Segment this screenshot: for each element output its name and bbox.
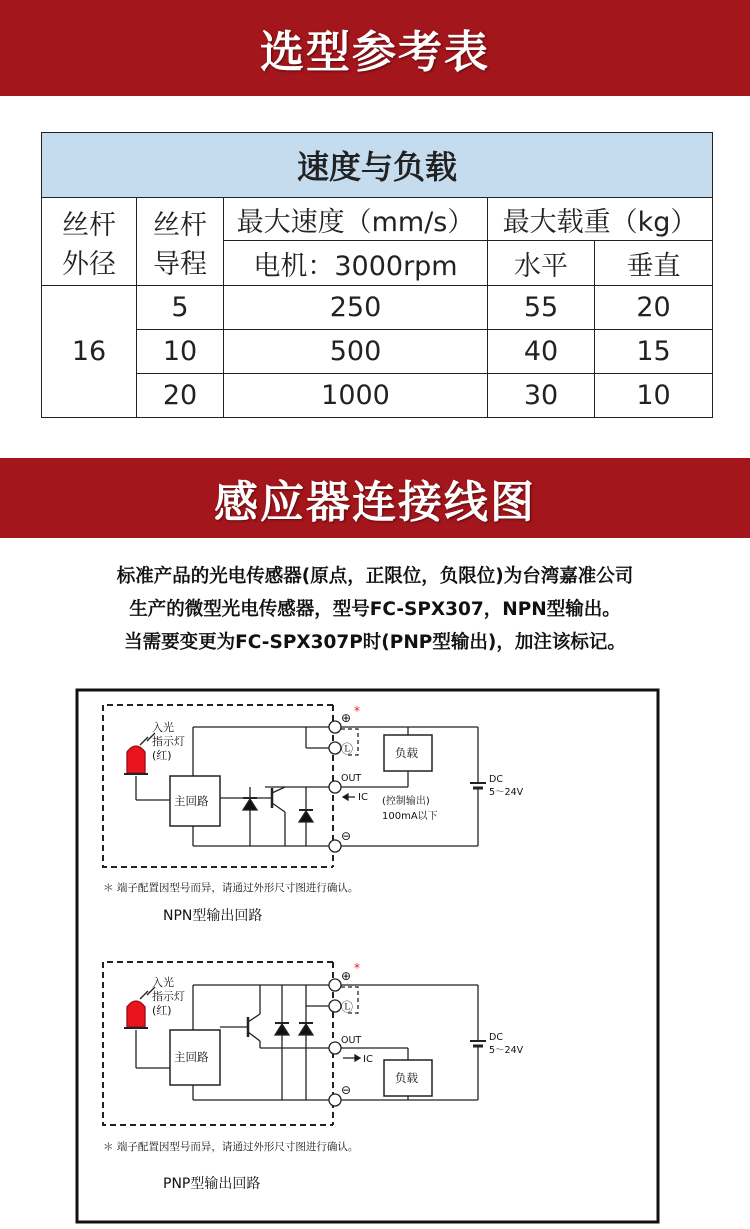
cell-vertical: 10: [595, 374, 713, 418]
npn-voltage-label: 5～24V: [489, 787, 524, 798]
pnp-light-ray: [140, 991, 148, 999]
pnp-plus-label: ⊕: [341, 969, 352, 983]
npn-ic-arrow-head: [343, 794, 348, 800]
npn-light-label: 入光: [152, 721, 174, 734]
pnp-terminal-plus: [329, 979, 341, 991]
pnp-terminal-minus: [329, 1094, 341, 1106]
cell-vertical: 15: [595, 330, 713, 374]
pnp-labels: [103, 961, 524, 1192]
cell-lead: 10: [137, 330, 224, 374]
npn-current-label: 100mA以下: [382, 811, 438, 822]
pnp-terminal-out: [329, 1042, 341, 1054]
header-horizontal: 水平: [488, 241, 595, 286]
pnp-ic-arrow-head: [355, 1055, 360, 1061]
npn-l-label: Ⓛ: [341, 742, 354, 756]
pnp-load-label: 负载: [395, 1071, 418, 1085]
header-screw-lead-line1: 丝杆: [153, 209, 207, 241]
selection-title: 选型参考表: [260, 27, 490, 78]
npn-plus-label: ⊕: [341, 711, 352, 725]
cell-lead: 20: [137, 374, 224, 418]
pnp-dc-label: DC: [489, 1032, 503, 1043]
pnp-light-label: 指示灯: [152, 990, 185, 1003]
pnp-terminal-l: [329, 1000, 341, 1012]
note-line: 当需要变更为FC-SPX307P时(PNP型输出)，加注该标记。: [124, 632, 626, 653]
cell-horizontal: 30: [488, 374, 595, 418]
npn-zener-icon: [243, 799, 257, 810]
pnp-collector: [248, 1032, 260, 1041]
cell-speed: 500: [224, 330, 488, 374]
npn-light-label: 指示灯: [152, 735, 185, 748]
npn-light-ray: [140, 737, 148, 745]
npn-terminal-plus: [329, 721, 341, 733]
npn-footnote: ＊ 端子配置因型号而异，请通过外形尺寸图进行确认。: [103, 882, 359, 894]
npn-lamp-icon: [127, 746, 145, 773]
header-motor: 电机：3000rpm: [224, 241, 488, 286]
pnp-ic-label: IC: [363, 1054, 373, 1065]
pnp-out-label: OUT: [341, 1035, 362, 1046]
npn-star: *: [354, 704, 360, 718]
pnp-zener-icon: [299, 1024, 313, 1035]
pnp-lamp-icon: [127, 1001, 145, 1027]
npn-zener-icon: [299, 811, 313, 822]
table-caption: 速度与负载: [42, 133, 713, 198]
npn-main-circuit-label: 主回路: [174, 794, 209, 808]
pnp-footnote: ＊ 端子配置因型号而异，请通过外形尺寸图进行确认。: [103, 1141, 359, 1153]
header-screw-lead-line2: 导程: [153, 248, 207, 280]
header-max-load: 最大载重（kg）: [488, 198, 713, 241]
pnp-minus-label: ⊖: [341, 1083, 352, 1097]
pnp-l-label: Ⓛ: [341, 1000, 354, 1014]
npn-sensor-boundary: [103, 705, 333, 867]
npn-out-label: OUT: [341, 773, 362, 784]
cell-horizontal: 40: [488, 330, 595, 374]
note-line: 生产的微型光电传感器，型号FC-SPX307，NPN型输出。: [129, 599, 621, 620]
pnp-star: *: [354, 961, 360, 975]
wiring-title: 感应器连接线图: [214, 477, 536, 528]
npn-emitter: [272, 803, 285, 812]
npn-terminal-out: [329, 781, 341, 793]
pnp-light-label: (红): [152, 1004, 172, 1017]
cell-vertical: 20: [595, 286, 713, 330]
pnp-title: PNP型输出回路: [163, 1176, 261, 1192]
npn-load-label: 负载: [395, 746, 418, 760]
header-screw-diameter-line2: 外径: [62, 248, 116, 280]
npn-collector: [272, 787, 285, 793]
npn-ic-label: IC: [358, 792, 368, 803]
pnp-light-label: 入光: [152, 976, 174, 989]
npn-terminal-l: [329, 742, 341, 754]
cell-lead: 5: [137, 286, 224, 330]
npn-minus-label: ⊖: [341, 829, 352, 843]
cell-speed: 250: [224, 286, 488, 330]
cell-horizontal: 55: [488, 286, 595, 330]
npn-light-label: (红): [152, 749, 172, 762]
npn-terminal-minus: [329, 840, 341, 852]
cell-diameter: 16: [42, 286, 137, 418]
note-line: 标准产品的光电传感器(原点，正限位，负限位)为台湾嘉准公司: [116, 566, 634, 587]
npn-control-output-label: (控制输出): [382, 796, 430, 807]
pnp-emitter: [248, 1014, 260, 1022]
npn-dc-label: DC: [489, 774, 503, 785]
pnp-voltage-label: 5～24V: [489, 1045, 524, 1056]
header-screw-diameter-line1: 丝杆: [62, 209, 116, 241]
cell-speed: 1000: [224, 374, 488, 418]
header-vertical: 垂直: [595, 241, 713, 286]
npn-labels: [103, 704, 524, 924]
pnp-zener-icon: [275, 1024, 289, 1035]
pnp-main-circuit-label: 主回路: [174, 1050, 209, 1064]
header-max-speed: 最大速度（mm/s）: [224, 198, 488, 241]
npn-title: NPN型输出回路: [163, 908, 263, 924]
